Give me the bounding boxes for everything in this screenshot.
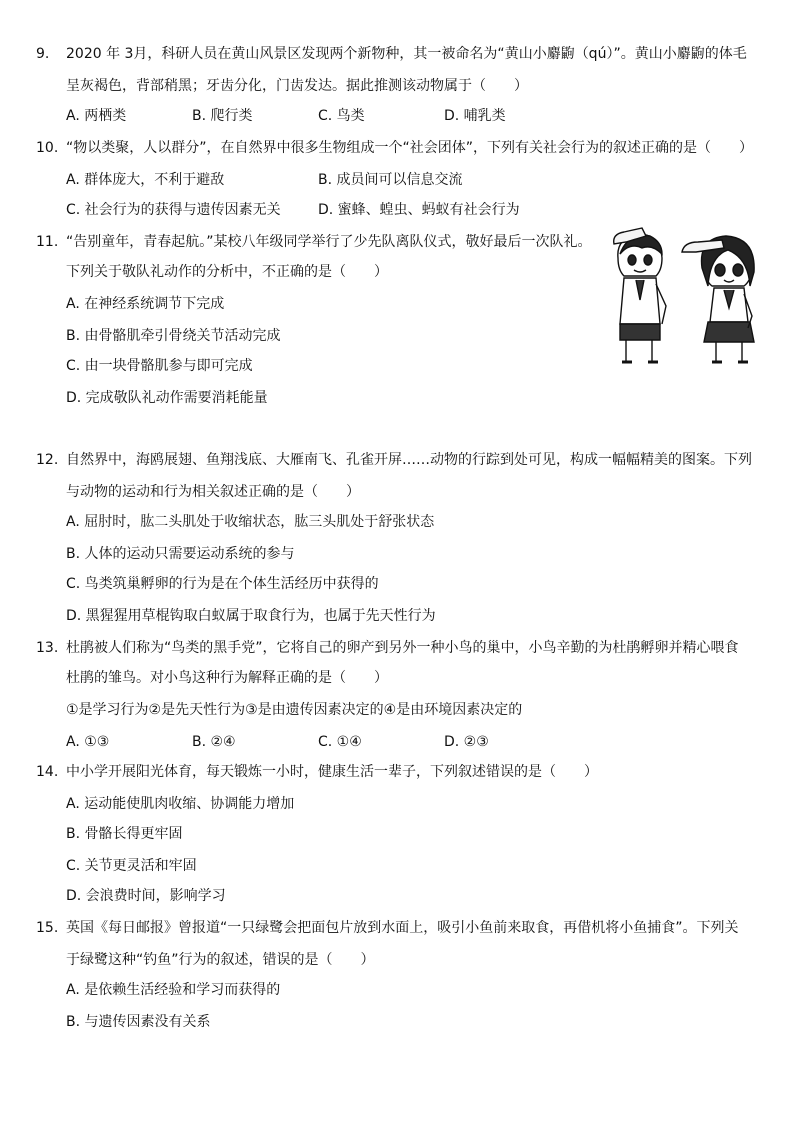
saluting-children-illustration	[612, 224, 762, 366]
option-b: B. 人体的运动只需要运动系统的参与	[66, 546, 295, 562]
option-d: D. 黑猩猩用草棍钩取白蚁属于取食行为，也属于先天性行为	[66, 608, 436, 624]
question-stem-line: 下列关于敬队礼动作的分析中，不正确的是（ ）	[66, 264, 388, 280]
question-stem-line: 呈灰褐色，背部稍黑；牙齿分化，门齿发达。据此推测该动物属于（ ）	[66, 78, 528, 94]
question-number: 10.	[36, 140, 59, 156]
option-b: B. 骨骼长得更牢固	[66, 826, 183, 842]
option-c: C. ①④	[318, 734, 362, 750]
question-stem-line: 英国《每日邮报》曾报道“一只绿鹭会把面包片放到水面上，吸引小鱼前来取食，再借机将小鱼捕食”。下列关	[66, 920, 739, 936]
question-number: 11.	[36, 234, 59, 250]
option-d: D. 完成敬队礼动作需要消耗能量	[66, 390, 268, 406]
option-c: C. 鸟类	[318, 108, 365, 124]
option-a: A. 在神经系统调节下完成	[66, 296, 225, 312]
question-stem-line: “物以类聚，人以群分”，在自然界中很多生物组成一个“社会团体”，下列有关社会行为的叙述正确的是（ ）	[66, 140, 754, 156]
question-number: 9.	[36, 46, 50, 62]
option-a: A. 两栖类	[66, 108, 127, 124]
question-number: 13.	[36, 640, 59, 656]
option-d: D. ②③	[444, 734, 489, 750]
question-stem-line: 中小学开展阳光体育，每天锻炼一小时，健康生活一辈子，下列叙述错误的是（ ）	[66, 764, 598, 780]
question-stem-line: 于绿鹭这种“钓鱼”行为的叙述，错误的是（ ）	[66, 952, 375, 968]
option-a: A. ①③	[66, 734, 110, 750]
question-stem-line: “告别童年，青春起航。”某校八年级同学举行了少先队离队仪式，敬好最后一次队礼。	[66, 234, 592, 250]
option-b: B. 成员间可以信息交流	[318, 172, 463, 188]
option-a: A. 屈肘时，肱二头肌处于收缩状态，肱三头肌处于舒张状态	[66, 514, 435, 530]
question-stem-line: 杜鹃的雏鸟。对小鸟这种行为解释正确的是（ ）	[66, 670, 388, 686]
option-c: C. 鸟类筑巢孵卵的行为是在个体生活经历中获得的	[66, 576, 379, 592]
girl-figure	[682, 236, 754, 362]
option-a: A. 运动能使肌肉收缩、协调能力增加	[66, 796, 295, 812]
option-d: D. 蜜蜂、蝗虫、蚂蚁有社会行为	[318, 202, 520, 218]
option-d: D. 哺乳类	[444, 108, 506, 124]
question-number: 12.	[36, 452, 59, 468]
question-number: 14.	[36, 764, 59, 780]
question-stem-line: 与动物的运动和行为相关叙述正确的是（ ）	[66, 484, 360, 500]
option-a: A. 群体庞大，不利于避敌	[66, 172, 225, 188]
option-c: C. 关节更灵活和牢固	[66, 858, 197, 874]
question-stem-line: 2020 年 3月，科研人员在黄山风景区发现两个新物种，其一被命名为“黄山小麝鼩（qú）”。黄山小麝鼩的体毛	[66, 46, 747, 62]
option-b: B. 与遗传因素没有关系	[66, 1014, 211, 1030]
option-b: B. 爬行类	[192, 108, 253, 124]
question-stem-line: ①是学习行为②是先天性行为③是由遗传因素决定的④是由环境因素决定的	[66, 702, 523, 718]
option-c: C. 由一块骨骼肌参与即可完成	[66, 358, 253, 374]
option-b: B. ②④	[192, 734, 236, 750]
question-stem-line: 自然界中，海鸥展翅、鱼翔浅底、大雁南飞、孔雀开屏……动物的行踪到处可见，构成一幅幅精美的图案。下列	[66, 452, 752, 468]
option-c: C. 社会行为的获得与遗传因素无关	[66, 202, 281, 218]
question-stem-line: 杜鹃被人们称为“鸟类的黑手党”，它将自己的卵产到另外一种小鸟的巢中，小鸟辛勤的为杜鹃孵卵并精心喂食	[66, 640, 739, 656]
question-number: 15.	[36, 920, 59, 936]
boy-figure	[614, 228, 666, 362]
option-d: D. 会浪费时间，影响学习	[66, 888, 226, 904]
option-b: B. 由骨骼肌牵引骨绕关节活动完成	[66, 328, 281, 344]
option-a: A. 是依赖生活经验和学习而获得的	[66, 982, 281, 998]
